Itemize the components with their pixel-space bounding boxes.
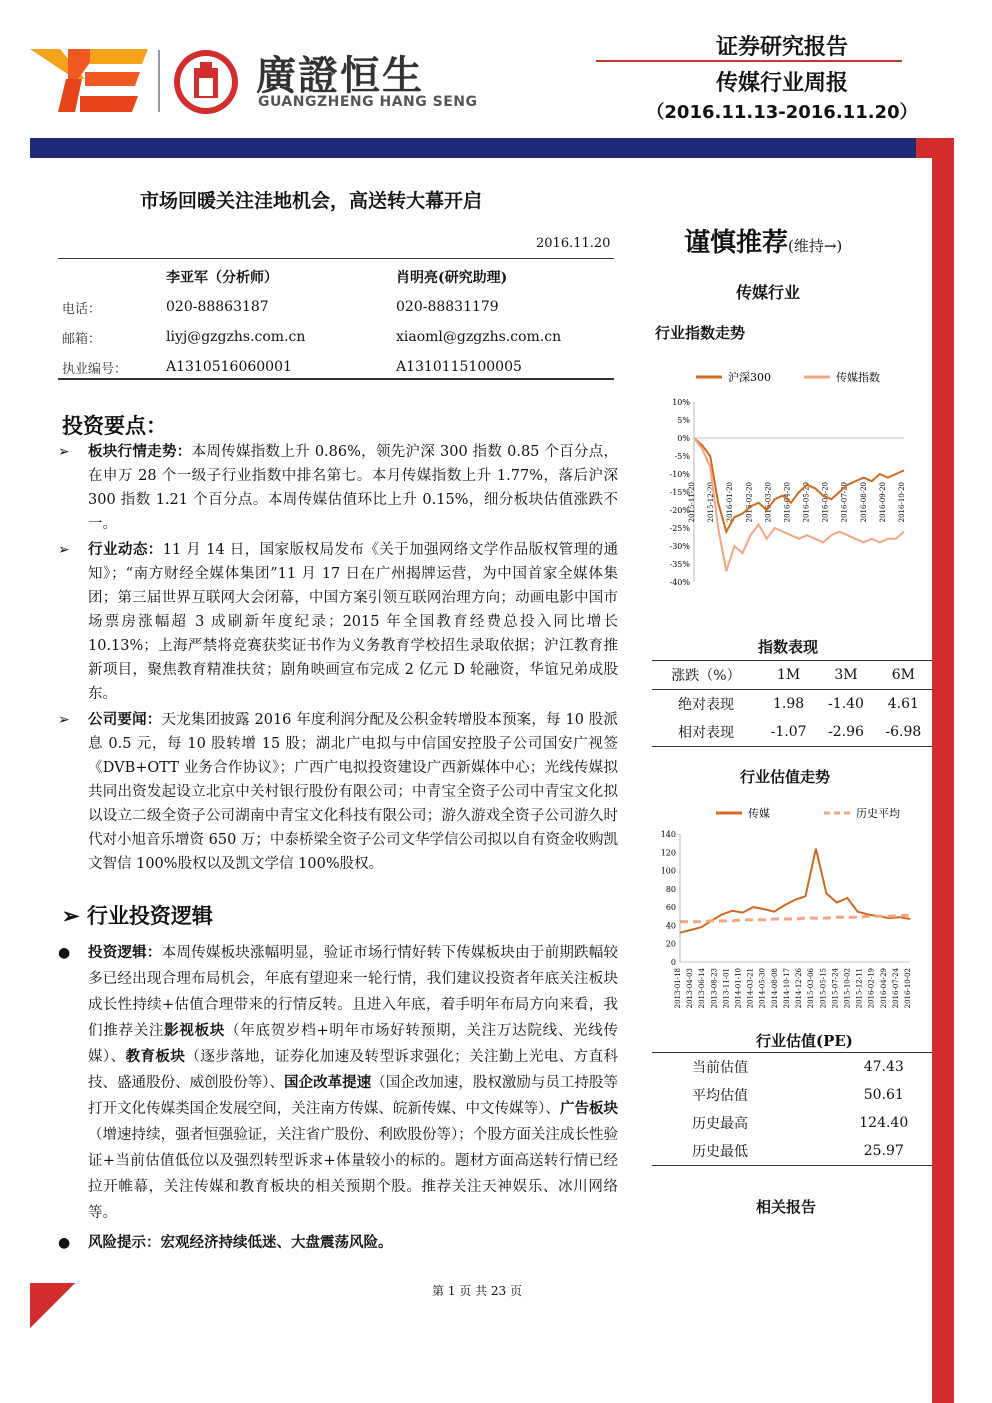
arrow-bullet-icon: ➢ <box>58 712 70 728</box>
email-b[interactable]: xiaoml@gzgzhs.com.cn <box>396 329 562 345</box>
y-tick-label: -40% <box>669 578 690 587</box>
x-tick-label: 2013-11-01 <box>722 968 731 1009</box>
x-tick-label: 2014-10-17 <box>782 968 791 1009</box>
x-tick-label: 2016-04-29 <box>879 968 888 1009</box>
list-item <box>58 1230 618 1256</box>
license-b: A1310115100005 <box>396 359 522 375</box>
y-tick-label: -10% <box>669 470 690 479</box>
valuation-trend-chart <box>652 794 932 1024</box>
pe-value: 47.43 <box>863 1059 904 1075</box>
y-tick-label: 100 <box>660 866 676 876</box>
y-tick-label: -30% <box>669 542 690 551</box>
bullet-head: 公司要闻： <box>88 711 162 728</box>
divider <box>58 258 614 259</box>
x-tick-label: 2016-07-20 <box>840 482 849 523</box>
row-label: 邮箱： <box>62 331 102 347</box>
logic-keyword: 教育板块 <box>125 1048 186 1065</box>
divider <box>58 378 614 380</box>
perf-table <box>652 660 932 747</box>
logic-text: （国企改加速，股权激励与员工持股等打开文化传媒类国企发展空间，关注南方传媒、皖新传媒、中文传媒等）、 <box>88 1075 619 1117</box>
y-tick-label: -15% <box>669 488 690 497</box>
perf-cell: 相对表现 <box>677 725 734 741</box>
report-name: 传媒行业周报 <box>715 71 848 96</box>
x-tick-label: 2016-10-02 <box>904 968 912 1009</box>
logic-keyword: 国企改革提速 <box>284 1074 372 1091</box>
chart-title-valuation: 行业估值走势 <box>740 768 831 786</box>
bullet-head: 板块行情走势： <box>88 443 192 460</box>
x-tick-label: 2015-07-24 <box>831 968 840 1009</box>
x-tick-label: 2015-11-20 <box>688 482 696 523</box>
header-red-line <box>596 60 902 62</box>
rating-note: (维持→) <box>788 237 843 255</box>
perf-cell: 1.98 <box>773 696 805 712</box>
x-tick-label: 2013-08-23 <box>710 968 719 1009</box>
investment-logic <box>58 940 618 1256</box>
index-trend-chart <box>652 360 932 630</box>
y-tick-label: 80 <box>665 884 676 894</box>
arrow-bullet-icon: ➢ <box>62 903 87 928</box>
risk-text: 宏观经济持续低迷、大盘震荡风险。 <box>160 1234 393 1251</box>
y-tick-label: 40 <box>665 921 676 931</box>
x-tick-label: 2016-03-20 <box>764 482 773 523</box>
x-tick-label: 2013-06-14 <box>698 968 707 1009</box>
brand-name-cn: 廣證恒生 <box>256 53 424 99</box>
perf-title: 指数表现 <box>758 638 819 656</box>
list-item <box>58 538 618 706</box>
section-title-text: 行业投资逻辑 <box>86 903 213 928</box>
perf-header: 6M <box>891 667 915 683</box>
logic-keyword: 影视板块 <box>164 1022 226 1039</box>
pe-label: 当前估值 <box>692 1060 748 1076</box>
seal-logo-icon <box>172 48 240 116</box>
x-tick-label: 2016-06-20 <box>821 482 830 523</box>
x-tick-label: 2014-05-30 <box>758 968 767 1009</box>
perf-cell: -1.40 <box>827 696 864 712</box>
perf-cell: 绝对表现 <box>677 697 734 713</box>
x-tick-label: 2016-02-19 <box>867 968 876 1009</box>
logic-text: （增速持续，强者恒强验证，关注省广股份、利欧股份等）；个股方面关注成长性验证+当前估值低位以及强烈转型诉求+体量较小的标的。题材方面高送转行情已经拉开帷幕，关注传媒和教育板块的相关预期个股。推荐关注天神娱乐、冰川网络等。 <box>88 1127 618 1221</box>
pe-value: 50.61 <box>863 1087 904 1103</box>
perf-cell: 4.61 <box>887 696 919 712</box>
row-label: 执业编号： <box>62 361 128 377</box>
industry-name: 传媒行业 <box>736 283 801 302</box>
y-tick-label: 0% <box>677 434 690 443</box>
bullet-text: 11 月 14 日，国家版权局发布《关于加强网络文学作品版权管理的通知》；“南方财经全媒体集团”11 月 17 日在广州揭牌运营，为中国首家全媒体集团；第三届世界互联网大会闭幕，中国方案引领互联网治理方向；动画电影中国市场票房涨幅超 3 成刷新年度纪录；2015 年全国教育经费总投入同比增长 10.13%；上海严禁将竞赛获奖证书作为义务教育学校招生录取依据；沪江教育推新项目，聚焦教育精准扶贫；剧角映画宣布完成 2 亿元 D 轮融资，华谊兄弟成股东。 <box>88 542 618 702</box>
phone-a: 020-88863187 <box>166 299 269 315</box>
logic-text: 本周传媒板块涨幅明显，验证市场行情好转下传媒板块由于前期跌幅较多已经出现合理布局机会，年底有望迎来一轮行情，我们建议投资者年底关注板块成长性持续+估值合理带来的行情反转。且进入年底，着手明年布局方向来看，我们推荐关注 <box>88 945 619 1039</box>
y-tick-label: 0 <box>670 958 676 967</box>
headline: 市场回暖关注洼地机会，高送转大幕开启 <box>140 190 483 212</box>
x-tick-label: 2015-05-15 <box>819 968 828 1009</box>
key-points-list <box>58 440 618 876</box>
header-blue-bar <box>30 138 932 158</box>
y-tick-label: -5% <box>674 452 690 461</box>
pe-table <box>652 1052 932 1166</box>
legend-label: 沪深300 <box>728 371 771 384</box>
company-logo-ye <box>30 44 150 114</box>
bullet-text: 本周传媒指数上升 0.86%，领先沪深 300 指数 0.85 个百分点，在申万 28 个一级子行业指数中排名第七。本月传媒指数上升 1.77%，落后沪深 300 指数 1.21 个百分点。本周传媒估值环比上升 0.15%，细分板块估值涨跌不一。 <box>88 444 618 532</box>
row-label: 电话： <box>62 301 102 317</box>
page-footer: 第 1 页 共 23 页 <box>432 1284 522 1298</box>
section-title-logic <box>62 900 213 930</box>
x-tick-label: 2014-03-21 <box>746 968 755 1009</box>
report-period: （2016.11.13-2016.11.20） <box>646 102 918 123</box>
arrow-bullet-icon: ➢ <box>58 542 70 558</box>
list-item <box>58 708 618 876</box>
list-item <box>58 440 618 536</box>
logic-head: 投资逻辑： <box>88 944 162 961</box>
arrow-bullet-icon: ➢ <box>58 444 70 460</box>
analyst-table <box>58 262 614 382</box>
x-tick-label: 2015-10-02 <box>843 968 852 1009</box>
logic-text: （逐步落地，证券化加速及转型诉求强化；关注勤上光电、方直科技、盛通股份、威创股份等）、 <box>88 1049 619 1091</box>
pe-value: 124.40 <box>859 1115 909 1131</box>
x-tick-label: 2016-01-20 <box>726 482 735 523</box>
perf-header: 3M <box>834 667 858 683</box>
section-title-key-points: 投资要点： <box>62 413 167 438</box>
pe-label: 历史最低 <box>692 1144 748 1160</box>
x-tick-label: 2016-09-20 <box>878 482 887 523</box>
pe-title: 行业估值(PE) <box>756 1032 853 1050</box>
analyst-name: 李亚军（分析师） <box>166 270 278 286</box>
x-tick-label: 2016-08-20 <box>859 482 868 523</box>
x-tick-label: 2013-01-18 <box>674 968 682 1009</box>
header-red-corner <box>916 138 954 158</box>
x-tick-label: 2015-12-11 <box>855 968 864 1009</box>
perf-cell: -2.96 <box>827 724 864 740</box>
logic-text: （年底贺岁档+明年市场好转预期，关注万达院线、光线传媒）、 <box>88 1023 619 1065</box>
x-tick-label: 2013-04-03 <box>686 968 695 1009</box>
series-line <box>680 849 910 933</box>
chart-title-index: 行业指数走势 <box>655 324 746 342</box>
y-tick-label: -20% <box>669 506 690 515</box>
list-item <box>58 940 618 1226</box>
perf-cell: -1.07 <box>770 724 807 740</box>
legend-label: 传媒指数 <box>836 371 880 384</box>
x-tick-label: 2016-02-20 <box>745 482 754 523</box>
bullet-text: 天龙集团披露 2016 年度利润分配及公积金转增股本预案，每 10 股派息 0.5 元，每 10 股转增 15 股；湖北广电拟与中信国安控股子公司国安广视签《DVB+OTT 业务合作协议》；广西广电拟投资建设广西新媒体中心；光线传媒拟共同出资发起设立北京中关村银行股份有限公司；中青宝全资子公司中青宝文化拟以设立二级全资子公司湖南中青宝文化科技有限公司；游久游戏全资子公司游久时代对小旭音乐增资 650 万；中泰桥梁全资子公司文华学信公司拟以自有资金收购凯文智信 100%股权以及凯文学信 100%股权。 <box>88 712 619 872</box>
pe-label: 历史最高 <box>692 1116 748 1132</box>
x-tick-label: 2016-05-20 <box>802 482 811 523</box>
x-tick-label: 2014-12-26 <box>795 968 804 1009</box>
dot-bullet-icon: ● <box>58 1235 71 1251</box>
logo-divider <box>158 50 160 112</box>
corner-decoration <box>30 1283 75 1328</box>
x-tick-label: 2015-03-06 <box>807 968 816 1009</box>
y-tick-label: 120 <box>660 848 676 858</box>
related-reports-title: 相关报告 <box>756 1198 817 1216</box>
x-tick-label: 2014-01-10 <box>734 968 743 1009</box>
legend-label: 传媒 <box>748 807 770 820</box>
pe-label: 平均估值 <box>692 1088 748 1104</box>
report-type: 证券研究报告 <box>715 35 848 60</box>
license-a: A1310516060001 <box>166 359 292 375</box>
y-tick-label: 20 <box>665 939 676 949</box>
brand-name-en: GUANGZHENG HANG SENG <box>258 94 478 110</box>
x-tick-label: 2014-08-08 <box>770 968 779 1009</box>
y-tick-label: -35% <box>669 560 690 569</box>
x-tick-label: 2016-07-24 <box>891 968 900 1009</box>
rating <box>684 222 842 259</box>
x-tick-label: 2016-10-20 <box>898 482 906 523</box>
y-tick-label: 10% <box>672 398 690 407</box>
email-a[interactable]: liyj@gzgzhs.com.cn <box>166 329 306 345</box>
pe-value: 25.97 <box>863 1143 904 1159</box>
perf-header: 涨跌（%） <box>671 668 741 684</box>
phone-b: 020-88831179 <box>396 299 499 315</box>
report-date: 2016.11.20 <box>536 236 611 251</box>
x-tick-label: 2015-12-20 <box>707 482 716 523</box>
y-tick-label: -25% <box>669 524 690 533</box>
logic-keyword: 广告板块 <box>559 1100 618 1117</box>
dot-bullet-icon: ● <box>58 945 71 961</box>
x-tick-label: 2016-04-20 <box>783 482 792 523</box>
perf-cell: -6.98 <box>885 724 922 740</box>
y-tick-label: 60 <box>665 903 676 913</box>
y-tick-label: 5% <box>677 416 690 425</box>
y-tick-label: 140 <box>660 830 676 839</box>
rating-value: 谨慎推荐 <box>684 228 789 258</box>
right-red-bar <box>932 158 954 1403</box>
perf-header: 1M <box>776 667 801 683</box>
legend-label: 历史平均 <box>856 807 900 820</box>
risk-head: 风险提示： <box>88 1234 161 1251</box>
bullet-head: 行业动态： <box>88 541 163 558</box>
analyst-name: 肖明亮(研究助理) <box>396 270 508 286</box>
